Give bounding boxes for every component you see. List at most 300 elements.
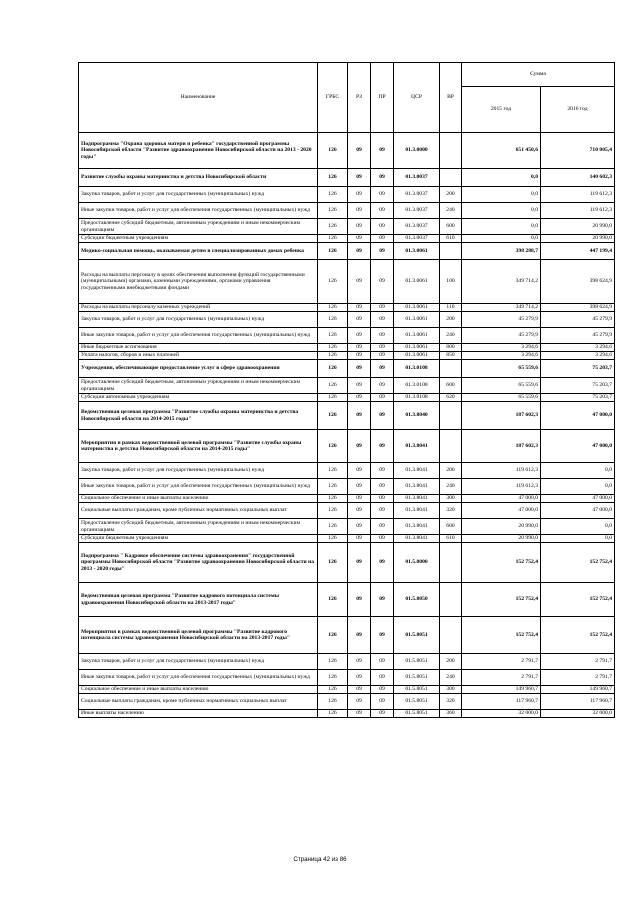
cell-grbs: 126: [318, 495, 348, 503]
cell-y2015: 3 294,6: [462, 352, 541, 360]
cell-rz: 09: [348, 617, 371, 654]
cell-vr: 110: [440, 304, 462, 312]
cell-vr: 600: [440, 219, 462, 235]
cell-name: Иные закупки товаров, работ и услуг для обеспечения государственных (муниципальных) нужд: [79, 670, 318, 686]
cell-csr: 01.3.0037: [394, 235, 440, 243]
cell-csr: 01.5.8051: [394, 670, 440, 686]
cell-pr: 09: [371, 312, 394, 328]
cell-csr: 01.5.8051: [394, 694, 440, 710]
cell-grbs: 126: [318, 328, 348, 344]
cell-csr: 01.3.0061: [394, 344, 440, 352]
cell-csr: 01.3.0061: [394, 352, 440, 360]
cell-vr: 240: [440, 328, 462, 344]
cell-pr: 09: [371, 169, 394, 187]
cell-rz: 09: [348, 495, 371, 503]
header-vr: ВР: [440, 63, 462, 133]
cell-name: Социальное обеспечение и иные выплаты населению: [79, 686, 318, 694]
cell-y2016: 152 752,4: [541, 583, 615, 617]
cell-y2015: 0,0: [462, 203, 541, 219]
cell-rz: 09: [348, 463, 371, 479]
cell-y2016: 119 612,3: [541, 203, 615, 219]
cell-csr: 01.3.8041: [394, 479, 440, 495]
table-row: [79, 670, 615, 686]
cell-pr: 09: [371, 235, 394, 243]
cell-pr: 09: [371, 670, 394, 686]
cell-name: Социальное обеспечение и иные выплаты населению: [79, 495, 318, 503]
cell-rz: 09: [348, 503, 371, 519]
cell-grbs: 126: [318, 479, 348, 495]
cell-csr: 01.3.0108: [394, 360, 440, 378]
header-2015: 2015 год: [462, 87, 541, 133]
header-2016: 2016 год: [541, 87, 615, 133]
cell-y2015: 152 752,4: [462, 543, 541, 583]
cell-pr: 09: [371, 260, 394, 304]
cell-grbs: 126: [318, 402, 348, 430]
cell-name: Мероприятия в рамках ведомственной целевой программы "Развитие кадрового потенциала системы здравоохранения Новосибирской области на 2013-2017 годы": [79, 617, 318, 654]
cell-vr: [440, 402, 462, 430]
cell-name: Подпрограмма " Кадровое обеспечение системы здравоохранения" государственной программы Новосибирской области "Развитие здравоохранения Новосибирской области на 2013 - 2020 годы": [79, 543, 318, 583]
cell-name: Иные закупки товаров, работ и услуг для обеспечения государственных (муниципальных) нужд: [79, 203, 318, 219]
cell-vr: 320: [440, 694, 462, 710]
cell-vr: 610: [440, 235, 462, 243]
cell-grbs: 126: [318, 686, 348, 694]
header-pr: ПР: [371, 63, 394, 133]
cell-vr: [440, 360, 462, 378]
table-row: [79, 169, 615, 187]
header-name: Наименование: [79, 63, 318, 133]
cell-vr: 240: [440, 479, 462, 495]
cell-y2016: 119 612,3: [541, 187, 615, 203]
cell-csr: 01.3.0108: [394, 378, 440, 394]
cell-csr: 01.3.8041: [394, 463, 440, 479]
cell-rz: 09: [348, 686, 371, 694]
cell-csr: 01.3.8041: [394, 519, 440, 535]
cell-vr: 300: [440, 495, 462, 503]
cell-grbs: 126: [318, 710, 348, 718]
cell-y2015: 45 279,9: [462, 328, 541, 344]
table-row: [79, 495, 615, 503]
cell-vr: 240: [440, 203, 462, 219]
cell-grbs: 126: [318, 503, 348, 519]
cell-csr: 01.3.8041: [394, 503, 440, 519]
cell-name: Расходы на выплаты персоналу в целях обеспечения выполнения функций государственными (муниципальными) органами, казенными учреждениями, органами управления государственными внебюджетными фондами: [79, 260, 318, 304]
cell-pr: 09: [371, 694, 394, 710]
cell-name: Субсидии бюджетным учреждениям: [79, 535, 318, 543]
cell-y2015: 3 294,6: [462, 344, 541, 352]
table-row: [79, 519, 615, 535]
cell-vr: 200: [440, 654, 462, 670]
cell-csr: 01.3.8041: [394, 495, 440, 503]
cell-vr: 360: [440, 710, 462, 718]
cell-y2016: 45 279,9: [541, 312, 615, 328]
cell-y2016: 140 602,3: [541, 169, 615, 187]
cell-y2016: 75 203,7: [541, 360, 615, 378]
table-row: [79, 394, 615, 402]
cell-y2016: 3 294,6: [541, 344, 615, 352]
cell-rz: 09: [348, 219, 371, 235]
cell-name: Предоставление субсидий бюджетным, автономным учреждениям и иным некоммерческим организациям: [79, 519, 318, 535]
cell-pr: 09: [371, 430, 394, 463]
cell-vr: [440, 243, 462, 260]
header-csr: ЦСР: [394, 63, 440, 133]
table-row: [79, 479, 615, 495]
cell-y2016: 117 960,7: [541, 694, 615, 710]
cell-vr: 600: [440, 378, 462, 394]
header-rz: РЗ: [348, 63, 371, 133]
cell-pr: 09: [371, 495, 394, 503]
page-number: Страница 42 из 86: [293, 856, 347, 863]
cell-y2016: 0,0: [541, 479, 615, 495]
cell-y2015: 0,0: [462, 219, 541, 235]
cell-name: Ведомственная целевая программа "Развитие службы охраны материнства и детства Новосибирской области на 2014-2015 годы": [79, 402, 318, 430]
cell-rz: 09: [348, 235, 371, 243]
cell-csr: 01.5.0000: [394, 543, 440, 583]
cell-grbs: 126: [318, 304, 348, 312]
cell-y2015: 651 450,6: [462, 133, 541, 169]
cell-vr: 620: [440, 394, 462, 402]
cell-rz: 09: [348, 133, 371, 169]
cell-grbs: 126: [318, 378, 348, 394]
cell-grbs: 126: [318, 654, 348, 670]
cell-pr: 09: [371, 378, 394, 394]
cell-vr: 320: [440, 503, 462, 519]
cell-csr: 01.3.0037: [394, 203, 440, 219]
cell-grbs: 126: [318, 169, 348, 187]
table-row: [79, 583, 615, 617]
table-row: [79, 328, 615, 344]
cell-name: Иные закупки товаров, работ и услуг для обеспечения государственных (муниципальных) нужд: [79, 328, 318, 344]
header-sum: Сумма: [462, 63, 615, 87]
cell-pr: 09: [371, 352, 394, 360]
cell-y2016: 47 000,0: [541, 495, 615, 503]
cell-pr: 09: [371, 304, 394, 312]
cell-y2016: 75 203,7: [541, 378, 615, 394]
cell-pr: 09: [371, 654, 394, 670]
cell-pr: 09: [371, 503, 394, 519]
cell-grbs: 126: [318, 617, 348, 654]
cell-csr: 01.3.0061: [394, 260, 440, 304]
cell-name: Ведомственная целевая программа "Развитие кадрового потенциала системы здравоохранения Новосибирской области на 2013-2017 годы": [79, 583, 318, 617]
table-row: [79, 378, 615, 394]
cell-name: Предоставление субсидий бюджетным, автономным учреждениям и иным некоммерческим организациям: [79, 219, 318, 235]
cell-pr: 09: [371, 617, 394, 654]
cell-csr: 01.3.0037: [394, 187, 440, 203]
cell-rz: 09: [348, 352, 371, 360]
cell-vr: 800: [440, 344, 462, 352]
table-row: [79, 543, 615, 583]
cell-vr: [440, 543, 462, 583]
cell-grbs: 126: [318, 344, 348, 352]
cell-name: Закупка товаров, работ и услуг для государственных (муниципальных) нужд: [79, 187, 318, 203]
cell-y2015: 65 559,6: [462, 394, 541, 402]
cell-vr: 200: [440, 463, 462, 479]
cell-grbs: 126: [318, 583, 348, 617]
cell-pr: 09: [371, 402, 394, 430]
table-body: [79, 133, 615, 718]
cell-pr: 09: [371, 344, 394, 352]
cell-name: Иные бюджетные ассигнования: [79, 344, 318, 352]
cell-y2015: 0,0: [462, 169, 541, 187]
cell-pr: 09: [371, 479, 394, 495]
cell-y2016: 398 624,9: [541, 260, 615, 304]
cell-pr: 09: [371, 133, 394, 169]
cell-y2015: 65 559,6: [462, 378, 541, 394]
cell-rz: 09: [348, 378, 371, 394]
table-row: [79, 535, 615, 543]
cell-grbs: 126: [318, 519, 348, 535]
cell-rz: 09: [348, 344, 371, 352]
cell-y2016: 0,0: [541, 535, 615, 543]
cell-rz: 09: [348, 243, 371, 260]
cell-grbs: 126: [318, 203, 348, 219]
table-row: [79, 260, 615, 304]
table-row: [79, 686, 615, 694]
cell-csr: 01.3.0061: [394, 328, 440, 344]
table-row: [79, 617, 615, 654]
cell-pr: 09: [371, 187, 394, 203]
cell-pr: 09: [371, 203, 394, 219]
cell-grbs: 126: [318, 463, 348, 479]
cell-y2015: 65 559,6: [462, 360, 541, 378]
cell-y2015: 149 960,7: [462, 686, 541, 694]
cell-name: Иные закупки товаров, работ и услуг для обеспечения государственных (муниципальных) нужд: [79, 479, 318, 495]
cell-pr: 09: [371, 583, 394, 617]
cell-csr: 01.3.8041: [394, 535, 440, 543]
cell-rz: 09: [348, 654, 371, 670]
cell-y2015: 45 279,9: [462, 312, 541, 328]
cell-vr: 240: [440, 670, 462, 686]
cell-name: Развитие службы охраны материнства и детства Новосибирской области: [79, 169, 318, 187]
cell-y2016: 45 279,9: [541, 328, 615, 344]
cell-y2015: 0,0: [462, 187, 541, 203]
cell-grbs: 126: [318, 394, 348, 402]
cell-y2015: 152 752,4: [462, 617, 541, 654]
cell-y2015: 187 602,3: [462, 402, 541, 430]
table-row: [79, 235, 615, 243]
cell-grbs: 126: [318, 430, 348, 463]
cell-rz: 09: [348, 583, 371, 617]
cell-vr: [440, 430, 462, 463]
cell-y2016: 47 000,0: [541, 402, 615, 430]
cell-rz: 09: [348, 710, 371, 718]
cell-y2015: 47 000,0: [462, 503, 541, 519]
cell-name: Расходы на выплаты персоналу казенных учреждений: [79, 304, 318, 312]
cell-y2015: 119 612,3: [462, 479, 541, 495]
cell-y2015: 0,0: [462, 235, 541, 243]
cell-grbs: 126: [318, 352, 348, 360]
cell-name: Закупка товаров, работ и услуг для государственных (муниципальных) нужд: [79, 463, 318, 479]
cell-vr: 600: [440, 519, 462, 535]
cell-name: Предоставление субсидий бюджетным, автономным учреждениям и иным некоммерческим организациям: [79, 378, 318, 394]
cell-y2015: 119 612,3: [462, 463, 541, 479]
cell-csr: 01.3.0061: [394, 312, 440, 328]
cell-grbs: 126: [318, 535, 348, 543]
cell-csr: 01.3.0037: [394, 219, 440, 235]
cell-pr: 09: [371, 535, 394, 543]
cell-rz: 09: [348, 360, 371, 378]
cell-y2015: 2 791,7: [462, 654, 541, 670]
cell-vr: [440, 169, 462, 187]
cell-y2015: 349 714,2: [462, 260, 541, 304]
cell-pr: 09: [371, 328, 394, 344]
cell-pr: 09: [371, 394, 394, 402]
cell-y2016: 20 990,0: [541, 235, 615, 243]
cell-y2015: 32 000,0: [462, 710, 541, 718]
cell-grbs: 126: [318, 243, 348, 260]
cell-csr: 01.3.0037: [394, 169, 440, 187]
table-row: [79, 344, 615, 352]
cell-vr: 300: [440, 686, 462, 694]
cell-y2015: 398 288,7: [462, 243, 541, 260]
cell-csr: 01.5.8051: [394, 686, 440, 694]
table-row: [79, 694, 615, 710]
cell-name: Субсидии автономным учреждениям: [79, 394, 318, 402]
table-row: [79, 312, 615, 328]
cell-rz: 09: [348, 260, 371, 304]
cell-csr: 01.3.0108: [394, 394, 440, 402]
cell-rz: 09: [348, 430, 371, 463]
cell-rz: 09: [348, 519, 371, 535]
cell-name: Субсидии бюджетным учреждениям: [79, 235, 318, 243]
cell-grbs: 126: [318, 219, 348, 235]
cell-name: Социальные выплаты гражданам, кроме публичных нормативных социальных выплат: [79, 503, 318, 519]
table-row: [79, 402, 615, 430]
cell-vr: [440, 583, 462, 617]
cell-pr: 09: [371, 463, 394, 479]
cell-y2016: 20 990,0: [541, 219, 615, 235]
cell-y2015: 187 602,3: [462, 430, 541, 463]
cell-y2016: 447 199,4: [541, 243, 615, 260]
cell-csr: 01.3.0061: [394, 304, 440, 312]
cell-vr: 850: [440, 352, 462, 360]
cell-grbs: 126: [318, 260, 348, 304]
cell-rz: 09: [348, 312, 371, 328]
cell-vr: 200: [440, 312, 462, 328]
cell-grbs: 126: [318, 133, 348, 169]
budget-table: [78, 62, 615, 718]
cell-rz: 09: [348, 543, 371, 583]
cell-name: Закупка товаров, работ и услуг для государственных (муниципальных) нужд: [79, 654, 318, 670]
cell-name: Иные выплаты населению: [79, 710, 318, 718]
cell-y2016: 75 203,7: [541, 394, 615, 402]
cell-y2015: 117 960,7: [462, 694, 541, 710]
cell-y2016: 3 294,6: [541, 352, 615, 360]
cell-csr: 01.5.8051: [394, 710, 440, 718]
cell-rz: 09: [348, 402, 371, 430]
cell-pr: 09: [371, 519, 394, 535]
cell-name: Социальные выплаты гражданам, кроме публичных нормативных социальных выплат: [79, 694, 318, 710]
cell-grbs: 126: [318, 187, 348, 203]
cell-name: Медико-социальная помощь, оказываемая детям в специализированных домах ребенка: [79, 243, 318, 260]
cell-y2016: 47 000,0: [541, 430, 615, 463]
cell-pr: 09: [371, 686, 394, 694]
cell-rz: 09: [348, 394, 371, 402]
cell-y2016: 149 960,7: [541, 686, 615, 694]
cell-rz: 09: [348, 328, 371, 344]
cell-pr: 09: [371, 360, 394, 378]
cell-name: Уплата налогов, сборов и иных платежей: [79, 352, 318, 360]
cell-y2015: 20 990,0: [462, 535, 541, 543]
table-row: [79, 203, 615, 219]
cell-pr: 09: [371, 543, 394, 583]
table-row: [79, 219, 615, 235]
cell-grbs: 126: [318, 235, 348, 243]
table-row: [79, 304, 615, 312]
cell-rz: 09: [348, 694, 371, 710]
cell-name: Учреждения, обеспечивающие предоставление услуг в сфере здравоохранения: [79, 360, 318, 378]
cell-grbs: 126: [318, 670, 348, 686]
cell-y2016: 710 005,4: [541, 133, 615, 169]
cell-y2015: 20 990,0: [462, 519, 541, 535]
table-row: [79, 243, 615, 260]
cell-pr: 09: [371, 219, 394, 235]
cell-csr: 01.3.0000: [394, 133, 440, 169]
table-row: [79, 463, 615, 479]
cell-csr: 01.5.8051: [394, 654, 440, 670]
table-row: [79, 133, 615, 169]
cell-vr: 100: [440, 260, 462, 304]
cell-y2016: 152 752,4: [541, 543, 615, 583]
cell-rz: 09: [348, 304, 371, 312]
cell-rz: 09: [348, 187, 371, 203]
cell-grbs: 126: [318, 543, 348, 583]
cell-vr: [440, 133, 462, 169]
cell-grbs: 126: [318, 360, 348, 378]
cell-y2015: 2 791,7: [462, 670, 541, 686]
table-row: [79, 187, 615, 203]
cell-y2016: 2 791,7: [541, 670, 615, 686]
cell-vr: 610: [440, 535, 462, 543]
cell-y2016: 32 000,0: [541, 710, 615, 718]
table-row: [79, 710, 615, 718]
cell-csr: 01.5.8051: [394, 617, 440, 654]
cell-csr: 01.5.8050: [394, 583, 440, 617]
cell-y2016: 0,0: [541, 463, 615, 479]
table-row: [79, 430, 615, 463]
cell-name: Закупка товаров, работ и услуг для государственных (муниципальных) нужд: [79, 312, 318, 328]
table-row: [79, 352, 615, 360]
cell-name: Подпрограмма "Охрана здоровья матери и ребенка" государственной программы Новосибирской области "Развитие здравоохранения Новосибирской области на 2013 - 2020 годы": [79, 133, 318, 169]
cell-rz: 09: [348, 203, 371, 219]
cell-csr: 01.3.8041: [394, 430, 440, 463]
cell-y2016: 398 624,9: [541, 304, 615, 312]
cell-rz: 09: [348, 169, 371, 187]
header-grbs: ГРБС: [318, 63, 348, 133]
cell-y2015: 47 000,0: [462, 495, 541, 503]
cell-rz: 09: [348, 670, 371, 686]
cell-rz: 09: [348, 535, 371, 543]
cell-name: Мероприятия в рамках ведомственной целевой программы "Развитие службы охраны материнства и детства Новосибирской области на 2014-2015 годы": [79, 430, 318, 463]
table-row: [79, 503, 615, 519]
cell-y2015: 349 714,2: [462, 304, 541, 312]
cell-rz: 09: [348, 479, 371, 495]
cell-csr: 01.3.0061: [394, 243, 440, 260]
cell-y2016: 0,0: [541, 519, 615, 535]
cell-grbs: 126: [318, 312, 348, 328]
cell-y2015: 152 752,4: [462, 583, 541, 617]
cell-vr: 200: [440, 187, 462, 203]
cell-grbs: 126: [318, 694, 348, 710]
table-row: [79, 360, 615, 378]
cell-y2016: 152 752,4: [541, 617, 615, 654]
cell-pr: 09: [371, 710, 394, 718]
cell-vr: [440, 617, 462, 654]
cell-y2016: 2 791,7: [541, 654, 615, 670]
cell-csr: 01.3.8040: [394, 402, 440, 430]
cell-y2016: 47 000,0: [541, 503, 615, 519]
cell-pr: 09: [371, 243, 394, 260]
table-row: [79, 654, 615, 670]
